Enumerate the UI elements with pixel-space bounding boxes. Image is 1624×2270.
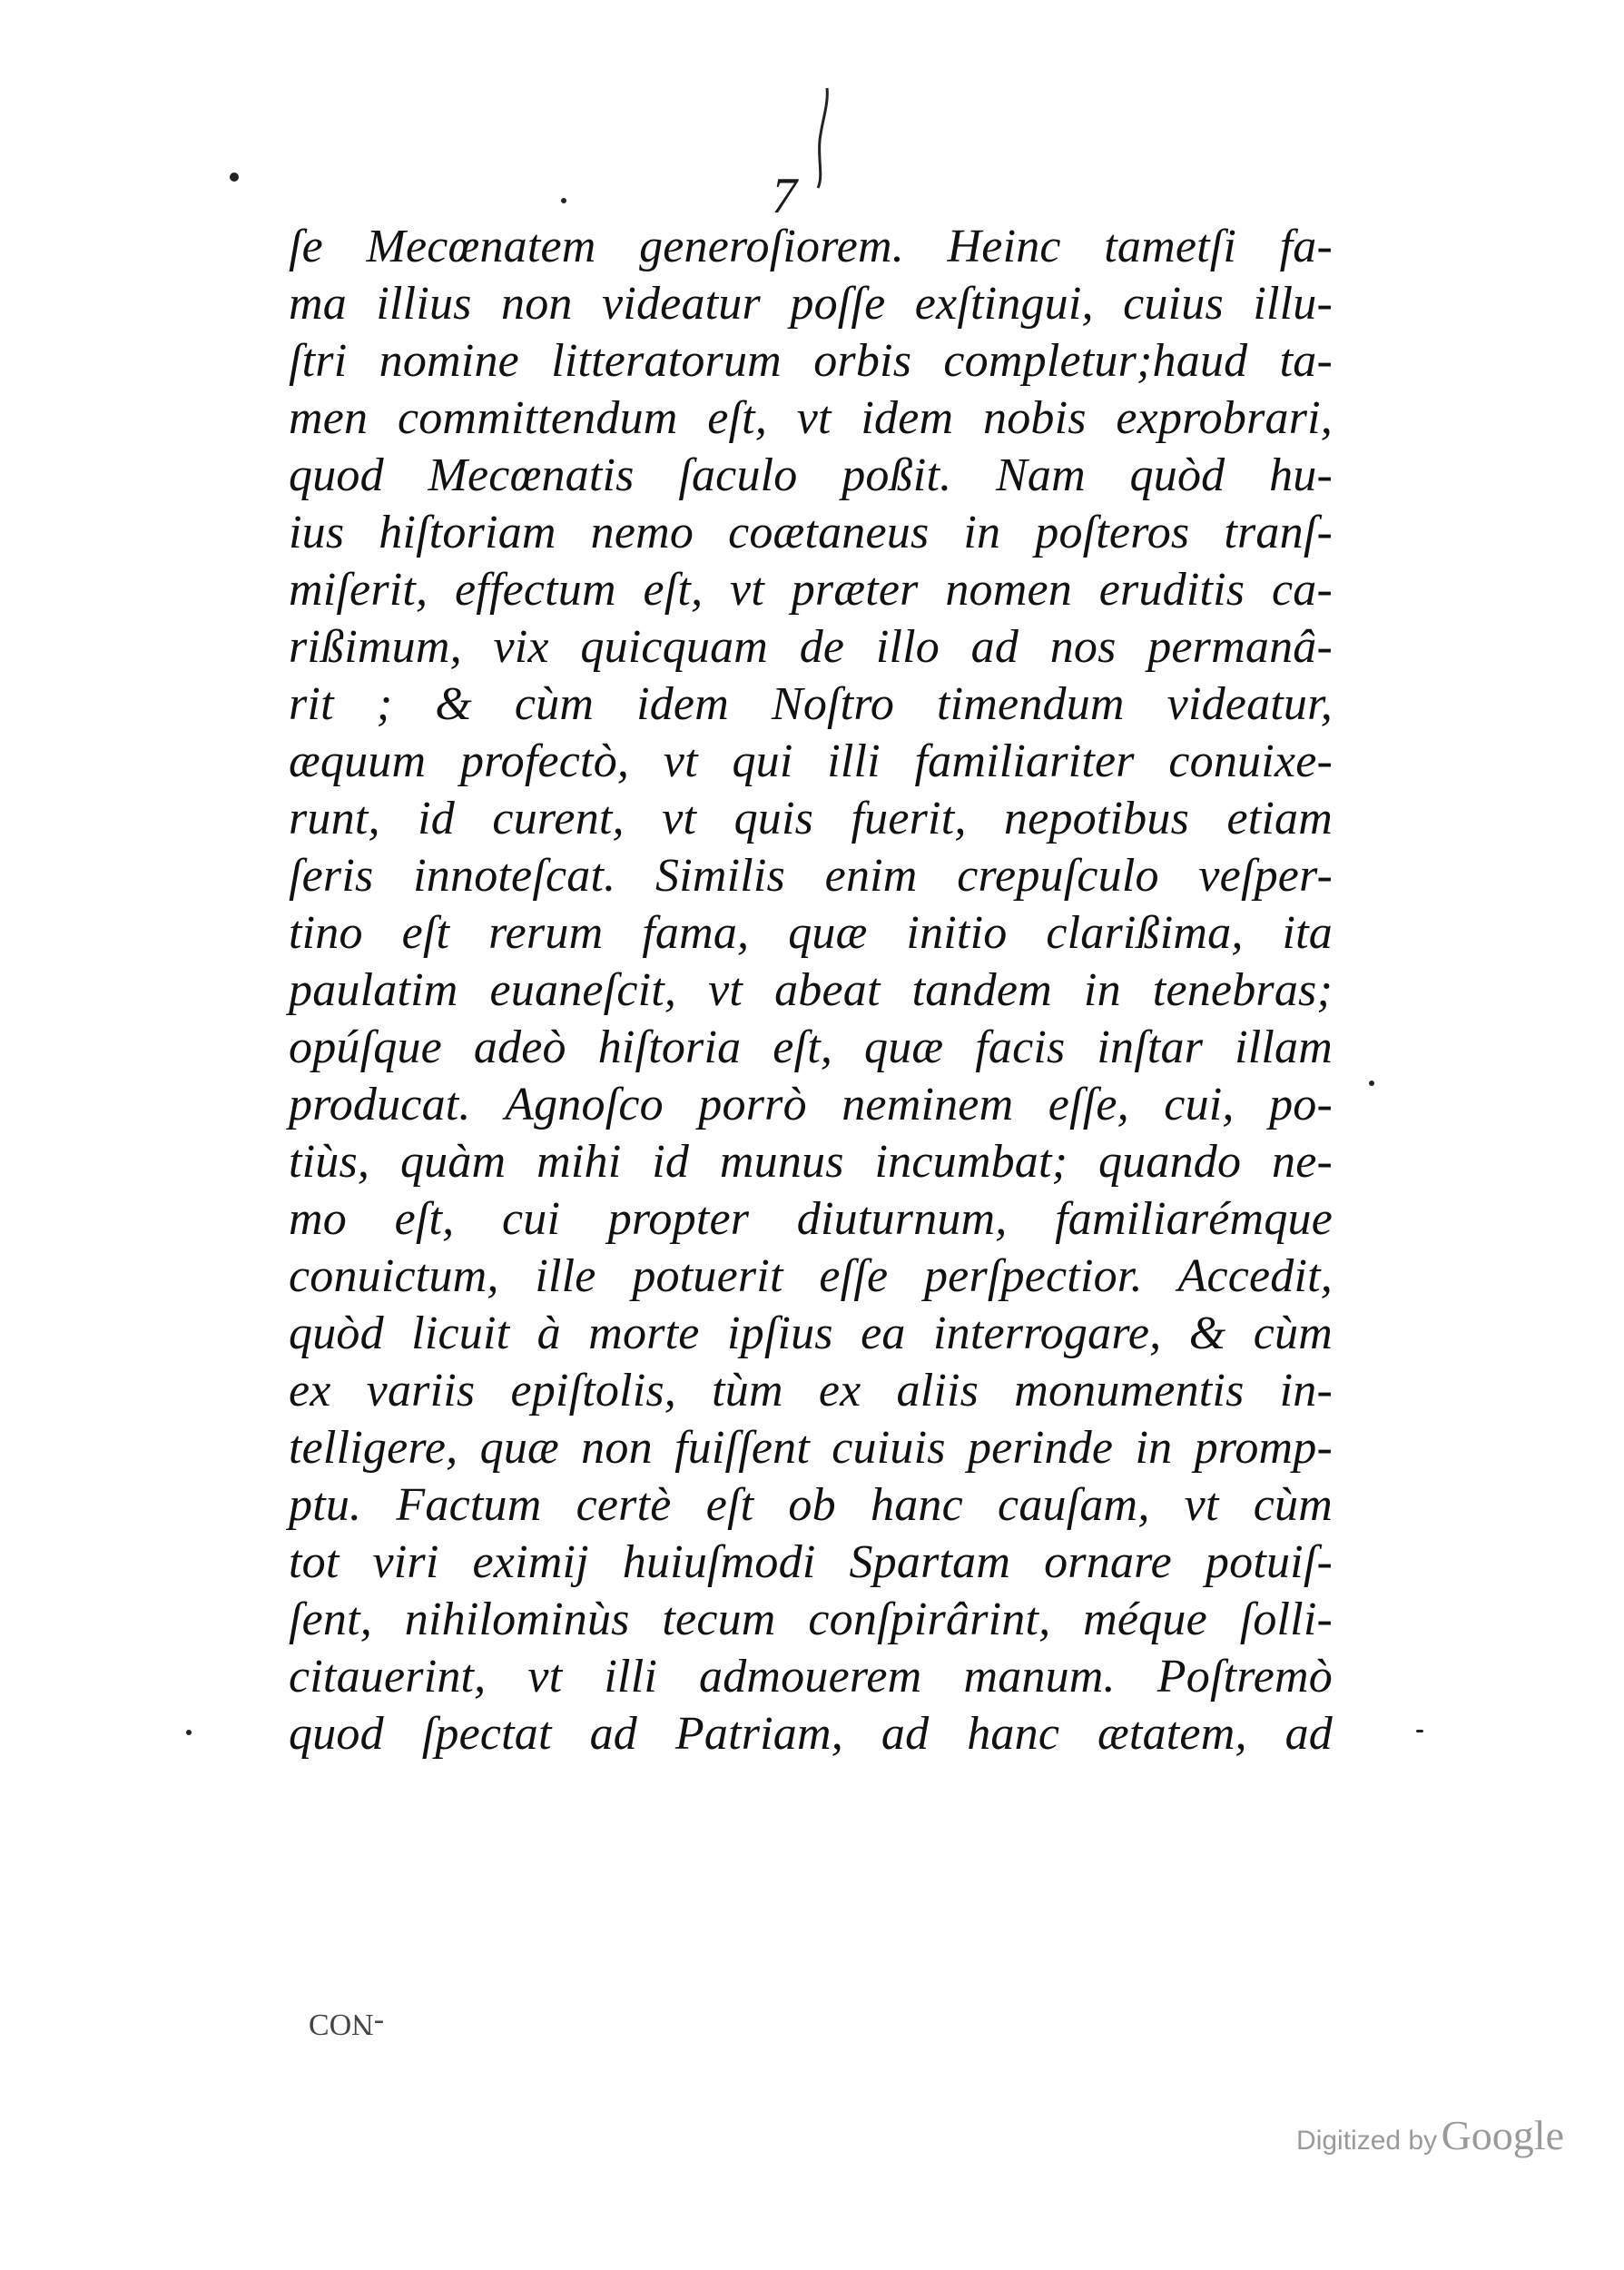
text-line: citauerint, vt illi admouerem manum. Poſtremò — [289, 1651, 1333, 1702]
ink-speck-icon — [230, 173, 239, 182]
text-line: mo eſt, cui propter diuturnum, familiarémque — [289, 1193, 1333, 1245]
ink-speck-icon — [186, 1730, 192, 1735]
text-line: quod ſpectat ad Patriam, ad hanc ætatem, ad — [289, 1708, 1333, 1760]
text-line: æquum profectò, vt qui illi familiariter conuixe- — [289, 735, 1333, 787]
text-line: tot viri eximij huiuſmodi Spartam ornare potuiſ- — [289, 1536, 1333, 1588]
text-line: men committendum eſt, vt idem nobis exprobrari, — [289, 392, 1333, 444]
text-line: quod Mecœnatis ſaculo poßit. Nam quòd hu- — [289, 449, 1333, 501]
text-line: paulatim euaneſcit, vt abeat tandem in tenebras; — [289, 964, 1333, 1016]
catchword: -NOƆ — [309, 2008, 385, 2041]
text-line: runt, id curent, vt quis fuerit, nepotibus etiam — [289, 793, 1333, 844]
ink-mark-icon — [812, 86, 832, 191]
watermark-brand: Google — [1441, 2112, 1564, 2158]
digitized-watermark — [1296, 2111, 1564, 2159]
text-line: miſerit, effectum eſt, vt præter nomen eruditis ca- — [289, 564, 1333, 616]
text-line: rit ; & cùm idem Noſtro timendum videatur, — [289, 678, 1333, 730]
ink-speck-icon — [1416, 1730, 1423, 1732]
page-number: 7 — [772, 168, 797, 224]
text-line: producat. Agnoſco porrò neminem eſſe, cui, po- — [289, 1079, 1333, 1130]
text-line: ſeris innoteſcat. Similis enim crepuſculo veſper- — [289, 850, 1333, 902]
text-line: telligere, quæ non fuiſſent cuiuis perinde in promp- — [289, 1422, 1333, 1474]
text-line: opúſque adeò hiſtoria eſt, quæ facis inſtar illam — [289, 1022, 1333, 1073]
text-line: ſent, nihilominùs tecum conſpirârint, méque ſolli- — [289, 1594, 1333, 1645]
text-line: rißimum, vix quicquam de illo ad nos permanâ- — [289, 621, 1333, 673]
watermark-prefix: Digitized by — [1296, 2126, 1438, 2156]
text-line: ſe Mecœnatem generoſiorem. Heinc tametſi fa- — [289, 221, 1333, 272]
text-line: ma illius non videatur poſſe exſtingui, cuius illu- — [289, 278, 1333, 330]
text-line: conuictum, ille potuerit eſſe perſpectior. Accedit, — [289, 1250, 1333, 1302]
ink-speck-icon — [1369, 1081, 1374, 1086]
text-line: tino eſt rerum fama, quæ initio clarißima, ita — [289, 907, 1333, 959]
body-text — [289, 218, 1333, 1762]
text-line: ex variis epiſtolis, tùm ex aliis monumentis in- — [289, 1365, 1333, 1416]
text-line: ius hiſtoriam nemo coætaneus in poſteros tranſ- — [289, 507, 1333, 558]
text-line: ptu. Factum certè eſt ob hanc cauſam, vt cùm — [289, 1479, 1333, 1531]
text-line: ſtri nomine litteratorum orbis completur;haud ta- — [289, 335, 1333, 387]
text-line: quòd licuit à morte ipſius ea interrogare, & cùm — [289, 1308, 1333, 1359]
ink-speck-icon — [561, 198, 566, 203]
text-line: tiùs, quàm mihi id munus incumbat; quando ne- — [289, 1136, 1333, 1188]
